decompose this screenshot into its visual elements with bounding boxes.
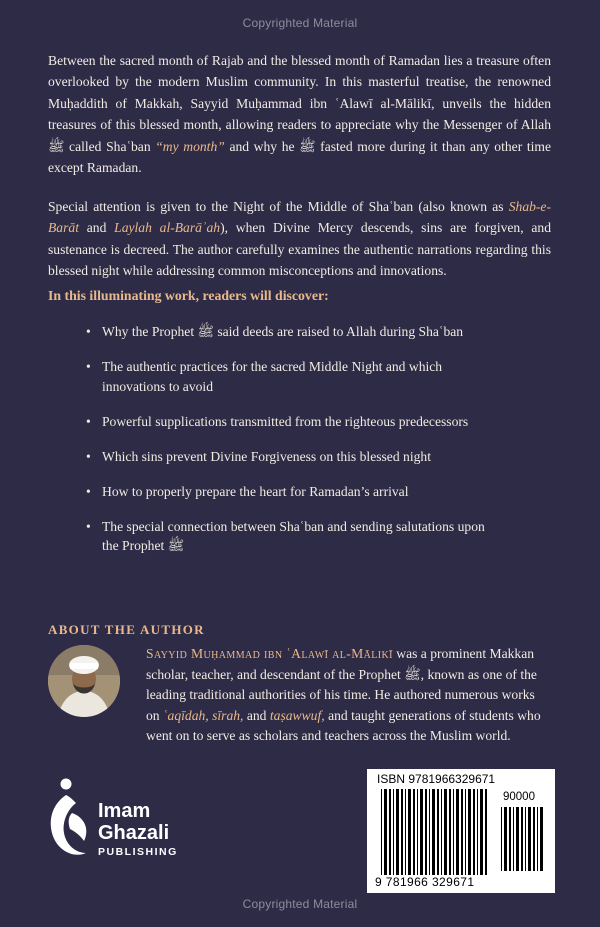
description-paragraph-1: Between the sacred month of Rajab and the blessed month of Ramadan lies a treasure often overlooked by the modern Muslim community. In this masterful treatise, the renowned Muḥaddith of Makkah, Sayyid Muḥammad ibn ʿAlawī al-Mālikī, unveils the hidden treasures of this blessed month, allowing readers to appreciate why the Messenger of Allah ﷺ called Shaʿban “my month” and why he ﷺ fasted more during it than any other time except Ramadan. (48, 53, 551, 176)
barcode-addon-bars-icon (501, 807, 547, 871)
description-paragraph-2: Special attention is given to the Night of the Middle of Shaʿban (also known as Shab-e-Barāt and Laylah al-Barāʾah), when Divine Mercy descends, sins are forgiven, and sustenance is decreed. The author carefully examines the authentic narrations regarding this blessed night while addressing common misconceptions and innovations. (48, 199, 552, 279)
list-item: • The special connection between Shaʿban and sending salutations upon the Prophet ﷺ (86, 517, 486, 556)
list-item: • How to properly prepare the heart for Ramadan’s arrival (86, 482, 486, 502)
author-portrait (48, 645, 120, 717)
term-shab-e-barat: Shab-e-Barāt (48, 199, 551, 236)
barcode-bars-icon (381, 789, 491, 875)
price-code: 90000 (503, 791, 535, 803)
list-item: • Powerful supplications transmitted from the righteous predecessors (86, 412, 486, 432)
publisher-name-line2: Ghazali (98, 822, 170, 844)
my-month-quote: “my month” (155, 138, 225, 154)
barcode-panel (367, 769, 555, 893)
publisher-name-line1: Imam (98, 800, 151, 822)
discover-list (86, 322, 486, 571)
barcode-digits: 9 781966 329671 (375, 875, 475, 889)
watermark-bottom: Copyrighted Material (242, 897, 358, 911)
about-author-title: ABOUT THE AUTHOR (48, 622, 205, 637)
publisher-name-line3: PUBLISHING (98, 846, 178, 858)
list-item: • Why the Prophet ﷺ said deeds are raised to Allah during Shaʿban (86, 322, 486, 342)
watermark-top: Copyrighted Material (242, 16, 358, 30)
author-bio: Sayyid Muḥammad ibn ʿAlawī al-Mālikī was a prominent Makkan scholar, teacher, and descendant of the Prophet ﷺ, known as one of the leading traditional authorities of his time. He authored numerous works on ʿaqīdah, sīrah, and taṣawwuf, and taught generations of students who went on to serve as scholars and teachers across the Muslim world. (146, 646, 541, 743)
term-laylah-al-baraah: Laylah al-Barāʾah (114, 220, 221, 236)
discover-heading: In this illuminating work, readers will discover: (48, 288, 329, 303)
list-item: • Which sins prevent Divine Forgiveness on this blessed night (86, 447, 486, 467)
author-name: Sayyid Muḥammad ibn ʿAlawī al-Mālikī (146, 646, 393, 661)
isbn-text: ISBN 9781966329671 (377, 772, 496, 786)
list-item: • The authentic practices for the sacred Middle Night and which innovations to avoid (86, 357, 486, 396)
